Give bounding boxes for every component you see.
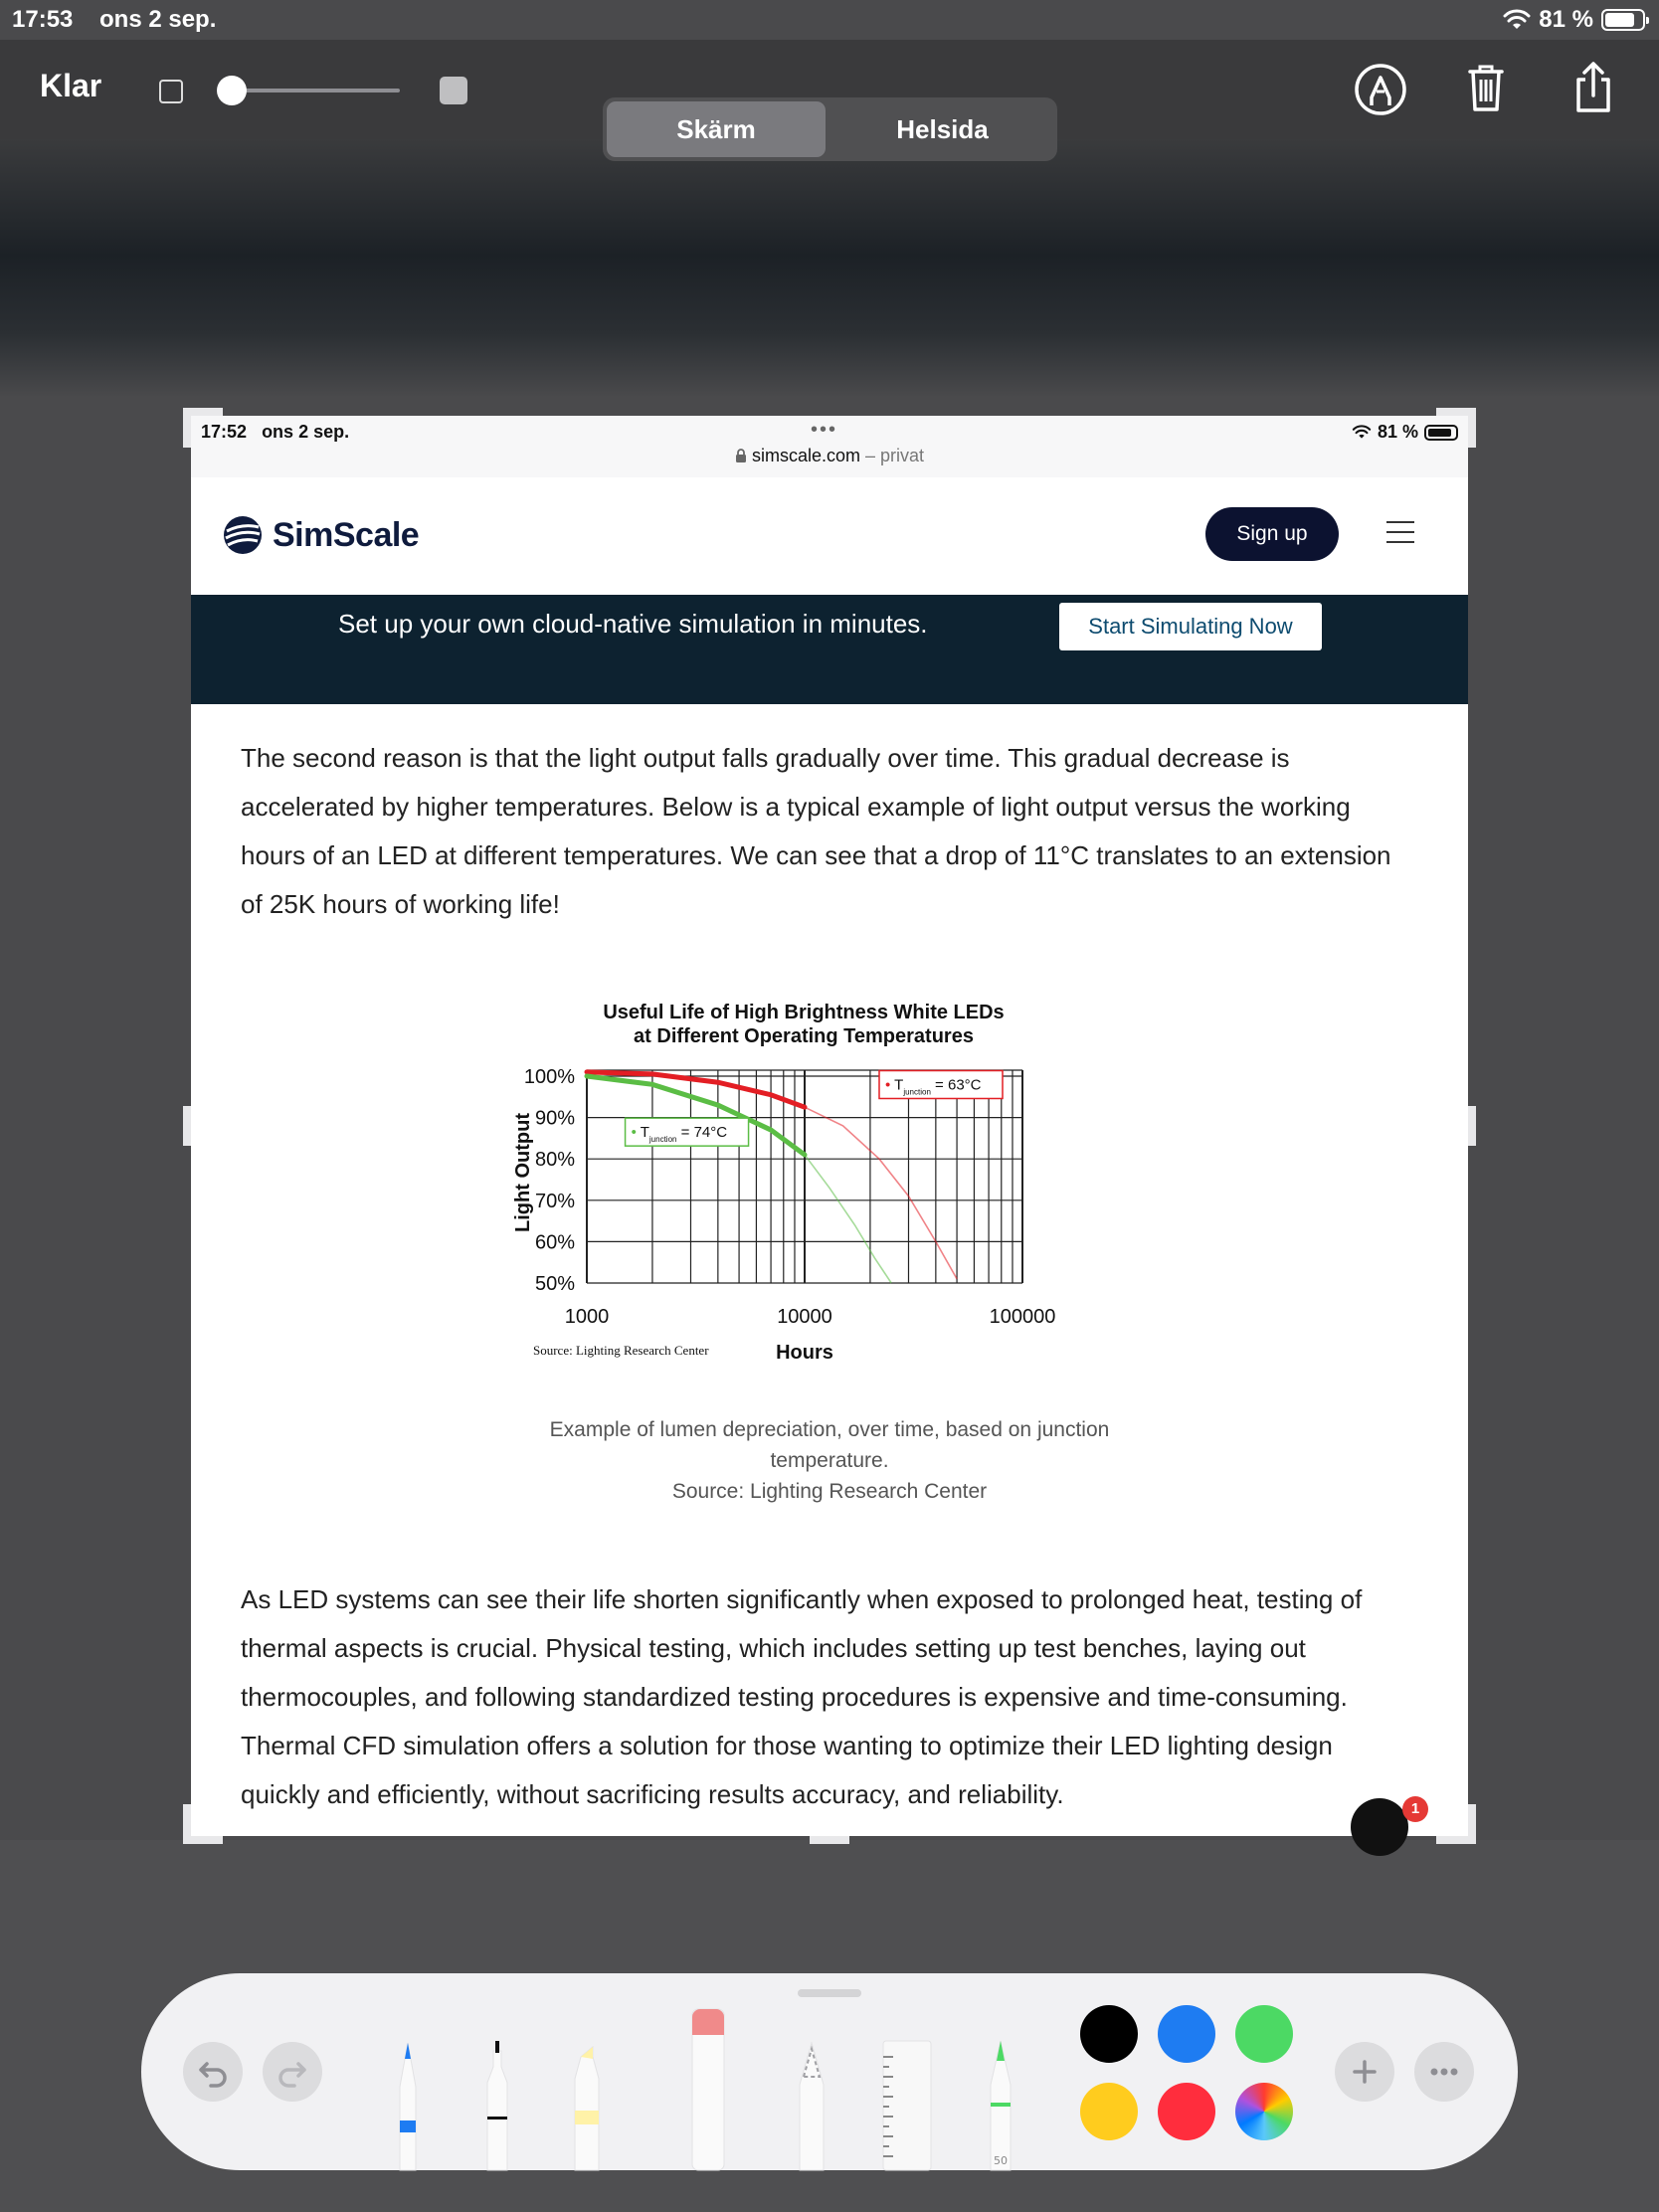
undo-button[interactable] bbox=[183, 2042, 243, 2102]
status-bar bbox=[0, 0, 1659, 40]
y-tick-label: 50% bbox=[534, 1273, 575, 1295]
status-right bbox=[1503, 6, 1645, 34]
x-tick-label: 10000 bbox=[777, 1306, 832, 1328]
ellipsis-icon bbox=[1414, 2042, 1474, 2102]
battery-icon bbox=[1601, 9, 1645, 31]
color-red[interactable] bbox=[1158, 2083, 1215, 2140]
y-tick-label: 70% bbox=[534, 1190, 575, 1212]
wifi-icon bbox=[1352, 425, 1372, 440]
trash-icon[interactable] bbox=[1458, 58, 1514, 117]
captured-status-bar bbox=[191, 416, 1468, 478]
chart-svg bbox=[430, 993, 1225, 1364]
chart-source: Source: Lighting Research Center bbox=[533, 1343, 709, 1358]
private-label: – privat bbox=[860, 446, 925, 465]
monoline-tool-icon[interactable] bbox=[477, 2037, 517, 2170]
color-picker[interactable] bbox=[1235, 2083, 1293, 2140]
plus-icon bbox=[1335, 2042, 1394, 2102]
pencil-width-label: 50 bbox=[994, 2154, 1008, 2167]
captured-battery-percent: 81 % bbox=[1377, 422, 1418, 442]
series-line-63c bbox=[587, 1072, 805, 1107]
brand-name: SimScale bbox=[273, 515, 420, 554]
chat-button[interactable] bbox=[1351, 1798, 1408, 1856]
y-tick-label: 90% bbox=[534, 1107, 575, 1130]
url-text: simscale.com bbox=[751, 446, 860, 465]
crop-handle-right[interactable] bbox=[1468, 1106, 1476, 1146]
redo-button[interactable] bbox=[263, 2042, 322, 2102]
promo-banner bbox=[191, 595, 1468, 704]
color-yellow[interactable] bbox=[1080, 2083, 1138, 2140]
blurred-backdrop bbox=[0, 139, 1659, 398]
crop-handle-bottom-left-v[interactable] bbox=[183, 1804, 191, 1844]
y-tick-label: 60% bbox=[534, 1231, 575, 1254]
status-time: 17:53 bbox=[12, 6, 74, 33]
figure-caption-source: Source: Lighting Research Center bbox=[671, 1480, 988, 1503]
lasso-tool-icon[interactable] bbox=[792, 2037, 831, 2170]
screen-fullpage-segmented-control bbox=[603, 97, 1057, 161]
article-paragraph-2: As LED systems can see their life shorten significantly when exposed to prolonged heat, testing of thermal aspects is crucial. Physical testing, which includes setting up test benches, laying out thermocouples, and following standardized testing procedures is expensive and time-consuming. Thermal CFD simulation offers a solution for those wanting to optimize their LED lighting design quickly and efficiently, without sacrificing results accuracy, and reliability. bbox=[241, 1584, 1363, 1809]
series-label: • $T_{junction} = 74^\circ C$ bbox=[631, 1124, 728, 1145]
y-tick-label: 100% bbox=[523, 1066, 575, 1088]
wifi-icon bbox=[1503, 9, 1531, 31]
battery-icon bbox=[1424, 425, 1458, 441]
chart-title: Useful Life of High Brightness White LEDs bbox=[603, 1002, 1005, 1023]
notification-badge: 1 bbox=[1402, 1796, 1428, 1822]
opacity-max-icon bbox=[440, 77, 467, 104]
markup-icon[interactable] bbox=[1353, 58, 1408, 117]
more-options-button[interactable] bbox=[1414, 2042, 1474, 2102]
site-header bbox=[191, 477, 1468, 595]
highlighter-tool-icon[interactable] bbox=[567, 2037, 607, 2170]
y-axis-label: Light Output bbox=[512, 1113, 534, 1232]
add-button[interactable] bbox=[1335, 2042, 1394, 2102]
lock-icon bbox=[735, 449, 747, 462]
share-icon[interactable] bbox=[1566, 58, 1621, 117]
series-line-63c-extrapolated bbox=[587, 1072, 957, 1279]
color-blue[interactable] bbox=[1158, 2005, 1215, 2063]
color-black[interactable] bbox=[1080, 2005, 1138, 2063]
redo-icon bbox=[263, 2042, 322, 2102]
palette-grabber[interactable] bbox=[798, 1989, 861, 1997]
pencil-tool-icon[interactable] bbox=[981, 2037, 1020, 2170]
x-tick-label: 100000 bbox=[989, 1306, 1056, 1328]
battery-percent: 81 % bbox=[1539, 6, 1593, 33]
crop-handle-top-left-v[interactable] bbox=[183, 408, 191, 448]
eraser-tool-icon[interactable] bbox=[688, 2005, 728, 2170]
more-dots: ••• bbox=[811, 419, 838, 441]
sign-up-button[interactable]: Sign up bbox=[1205, 507, 1339, 561]
simscale-logo-icon bbox=[223, 515, 263, 555]
ruler-tool-icon[interactable] bbox=[879, 2037, 935, 2170]
captured-time: 17:52 ons 2 sep. bbox=[201, 422, 350, 442]
crop-handle-left[interactable] bbox=[183, 1106, 191, 1146]
crop-handle-top-right-v[interactable] bbox=[1468, 408, 1476, 448]
menu-icon[interactable] bbox=[1386, 521, 1414, 543]
done-button[interactable]: Klar bbox=[40, 68, 102, 103]
tab-full-page[interactable]: Helsida bbox=[896, 114, 989, 144]
y-tick-label: 80% bbox=[534, 1149, 575, 1172]
screenshot-preview bbox=[191, 416, 1468, 1836]
markup-palette bbox=[141, 1973, 1518, 2170]
captured-status-right bbox=[1352, 422, 1458, 443]
color-green[interactable] bbox=[1235, 2005, 1293, 2063]
tab-screen[interactable]: Skärm bbox=[607, 101, 826, 157]
series-label: • $T_{junction} = 63^\circ C$ bbox=[884, 1076, 982, 1097]
x-tick-label: 1000 bbox=[564, 1306, 610, 1328]
crop-handle-bottom-right-v[interactable] bbox=[1468, 1804, 1476, 1844]
x-axis-label: Hours bbox=[776, 1342, 833, 1364]
opacity-slider-knob[interactable] bbox=[217, 76, 247, 105]
figure-caption-line-1: Example of lumen depreciation, over time, based on junction bbox=[549, 1418, 1110, 1441]
status-date: ons 2 sep. bbox=[99, 6, 217, 33]
start-simulating-button[interactable]: Start Simulating Now bbox=[1059, 603, 1322, 650]
simscale-logo[interactable] bbox=[223, 515, 419, 555]
lumen-depreciation-chart bbox=[430, 993, 1225, 1364]
pen-tool-icon[interactable] bbox=[388, 2037, 428, 2170]
opacity-min-icon bbox=[159, 80, 183, 103]
undo-icon bbox=[183, 2042, 243, 2102]
article-paragraph-1: The second reason is that the light output falls gradually over time. This gradual decrease is accelerated by higher temperatures. Below is a typical example of light output versus the working hours of an LED at different temperatures. We can see that a drop of 11°C translates to an extension of 25K hours of working life! bbox=[241, 743, 1391, 919]
chart-subtitle: at Different Operating Temperatures bbox=[634, 1025, 974, 1047]
banner-text: Set up your own cloud-native simulation in minutes. bbox=[338, 609, 928, 639]
crop-handle-bottom[interactable] bbox=[810, 1836, 849, 1844]
address-bar bbox=[191, 446, 1468, 466]
figure-caption-line-2: temperature. bbox=[770, 1449, 889, 1472]
